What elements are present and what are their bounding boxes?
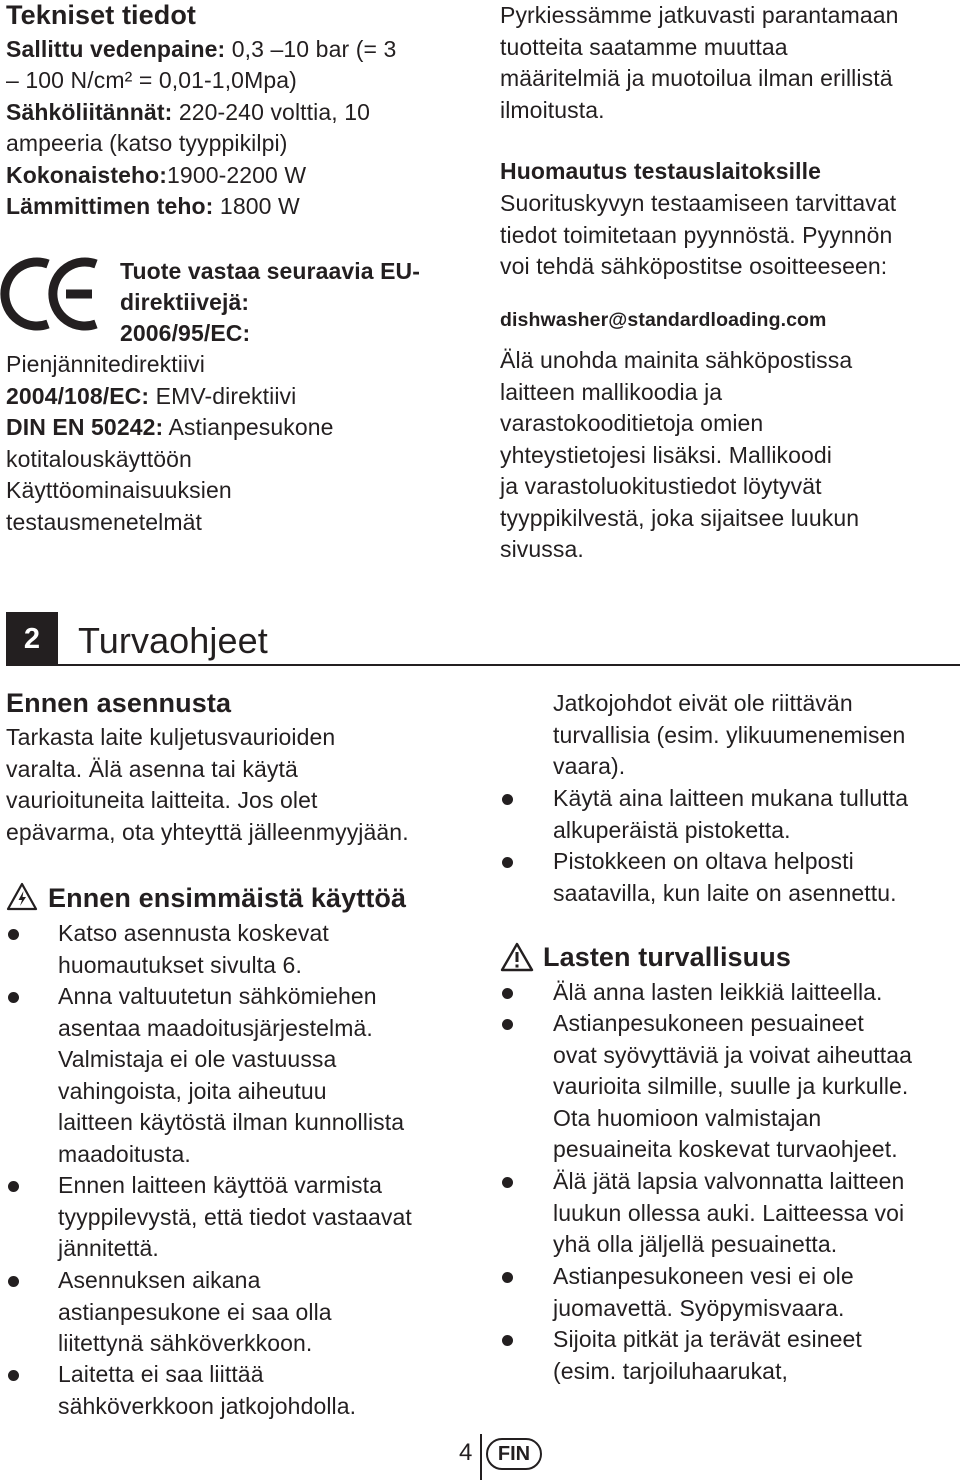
heater-line (6, 191, 300, 223)
text-line: (esim. tarjoiluhaarukat, (553, 1357, 789, 1384)
text-line: tuotteita saatamme muuttaa (500, 33, 788, 60)
pressure-line (6, 34, 396, 66)
text-line: saatavilla, kun laite on asennettu. (553, 879, 897, 906)
text-line: vaara). (553, 753, 626, 779)
text-line: astianpesukone ei saa olla (58, 1298, 332, 1325)
footer-divider (480, 1434, 482, 1480)
text-line: liitettynä sähköverkkoon. (58, 1330, 313, 1356)
heater-value: 1800 W (213, 193, 300, 219)
plug-item (553, 846, 897, 909)
first-use-item (58, 1265, 332, 1360)
text-line: yhä olla jäljellä pesuainetta. (553, 1231, 838, 1257)
text-line: Älä anna lasten leikkiä laitteella. (553, 979, 883, 1005)
plug-item (553, 783, 908, 846)
text-line: sivussa. (500, 536, 584, 562)
power-value: 1900-2200 W (167, 162, 307, 188)
text-line: määritelmiä ja muotoilua ilman erillistä (500, 65, 893, 91)
text-line: ilmoitusta. (500, 96, 605, 123)
before-install-title: Ennen asennusta (6, 688, 232, 718)
text-line: vaurioituneita laitteita. Jos olet (6, 787, 318, 813)
electric-value: 220-240 volttia, 10 (172, 99, 370, 125)
electric-label: Sähköliitännät: (6, 99, 173, 125)
bullet-dot (502, 1272, 513, 1283)
text-line: laitteen mallikoodia ja (500, 378, 723, 405)
directive-1-code: 2006/95/EC: (120, 320, 251, 346)
text-line: yhteystietojesi lisäksi. Mallikoodi (500, 441, 833, 468)
child-safety-item (553, 1166, 904, 1261)
bullet-dot (502, 857, 513, 868)
text-line: ovat syövyttäviä ja voivat aiheuttaa (553, 1041, 913, 1068)
text-line: laitteen käytöstä ilman kunnollista (58, 1109, 405, 1135)
bullet-dot (8, 1181, 19, 1192)
first-use-title: Ennen ensimmäistä käyttöä (48, 883, 407, 913)
text-line: tyyppikilvestä, joka sijaitsee luukun (500, 504, 860, 531)
child-safety-item (553, 1008, 912, 1166)
text-line: pesuaineita koskevat turvaohjeet. (553, 1136, 898, 1162)
section-number-box (6, 612, 58, 666)
text-line: Ennen laitteen käyttöä varmista (58, 1172, 382, 1198)
first-use-item (58, 1359, 356, 1422)
text-line: Tarkasta laite kuljetusvaurioiden (6, 724, 336, 750)
text-line: vahingoista, joita aiheutuu (58, 1077, 327, 1104)
bullet-dot (8, 1276, 19, 1287)
text-line: vaurioita silmille, suulle ja kurkulle. (553, 1073, 909, 1099)
heater-label: Lämmittimen teho: (6, 193, 214, 219)
text-line: varalta. Älä asenna tai käytä (6, 755, 298, 782)
extension-cord-text (553, 688, 905, 783)
bullet-dot (502, 1335, 513, 1346)
warning-triangle-icon (500, 942, 534, 972)
text-line: Asennuksen aikana (58, 1267, 261, 1293)
directive-3-line-2: kotitalouskäyttöön (6, 446, 192, 472)
text-line: ja varastoluokitustiedot löytyvät (500, 473, 822, 499)
test-lab-note-title: Huomautus testauslaitoksille (500, 158, 822, 184)
section-number: 2 (23, 623, 41, 655)
text-line: Astianpesukoneen vesi ei ole (553, 1263, 854, 1289)
text-line: Anna valtuutetun sähkömiehen (58, 983, 377, 1009)
text-line: Suorituskyvyn testaamiseen tarvittavat (500, 190, 897, 216)
page-number: 4 (459, 1439, 473, 1466)
text-line: sähköverkkoon jatkojohdolla. (58, 1392, 357, 1419)
text-line: Sijoita pitkät ja terävät esineet (553, 1326, 862, 1352)
child-safety-title: Lasten turvallisuus (543, 942, 791, 972)
text-line: Jatkojohdot eivät ole riittävän (553, 690, 853, 716)
directives-intro-1: Tuote vastaa seuraavia EU- (120, 258, 421, 284)
text-line: varastokooditietoja omien (500, 410, 764, 436)
text-line: huomautukset sivulta 6. (58, 951, 302, 978)
directive-3-line (6, 412, 334, 444)
bullet-dot (8, 1370, 19, 1381)
ce-mark-icon (8, 258, 100, 330)
power-label: Kokonaisteho: (6, 162, 168, 188)
pressure-line-2: – 100 N/cm² = 0,01-1,0Mpa) (6, 67, 297, 93)
power-line (6, 160, 306, 192)
section-rule (58, 664, 960, 666)
directive-3-line-4: testausmenetelmät (6, 509, 203, 535)
directive-3-code: DIN EN 50242: (6, 414, 164, 440)
section-title: Turvaohjeet (78, 620, 268, 661)
text-line: Pyrkiessämme jatkuvasti parantamaan (500, 2, 899, 28)
directive-3-name: Astianpesukone (163, 414, 334, 440)
text-line: epävarma, ota yhteyttä jälleenmyyjään. (6, 818, 409, 845)
remember-notice (500, 345, 859, 566)
directive-2-code: 2004/108/EC: (6, 383, 150, 409)
text-line: tyyppilevystä, että tiedot vastaavat (58, 1203, 412, 1230)
text-line: Valmistaja ei ole vastuussa (58, 1046, 337, 1072)
text-line: turvallisia (esim. ylikuumenemisen (553, 721, 906, 748)
directive-2-name: EMV-direktiivi (149, 383, 297, 409)
first-use-item (58, 918, 329, 981)
directives-intro-2: direktiivejä: (120, 289, 250, 315)
before-install-text (6, 722, 409, 848)
first-use-item (58, 981, 404, 1170)
electric-line (6, 97, 370, 129)
warning-icon (6, 882, 38, 911)
text-line: alkuperäistä pistoketta. (553, 816, 791, 843)
child-safety-item (553, 1261, 854, 1324)
text-line: Astianpesukoneen pesuaineet (553, 1010, 864, 1036)
text-line: luukun ollessa auki. Laitteessa voi (553, 1199, 905, 1226)
bullet-dot (502, 794, 513, 805)
bullet-dot (502, 1019, 513, 1030)
text-line: jännitettä. (58, 1235, 159, 1261)
text-line: Älä jätä lapsia valvonnatta laitteen (553, 1168, 905, 1194)
text-line: juomavettä. Syöpymisvaara. (553, 1294, 845, 1321)
electric-line-2: ampeeria (katso tyyppikilpi) (6, 130, 288, 156)
pressure-value: 0,3 –10 bar (= 3 (225, 36, 397, 62)
text-line: Pistokkeen on oltava helposti (553, 848, 854, 874)
text-line: tiedot toimitetaan pyynnöstä. Pyynnön (500, 221, 893, 248)
child-safety-item (553, 977, 883, 1009)
directive-3-line-3: Käyttöominaisuuksien (6, 477, 232, 503)
language-label: FIN (497, 1443, 531, 1465)
text-line: maadoitusta. (58, 1140, 191, 1167)
improvement-notice (500, 0, 899, 126)
text-line: Katso asennusta koskevat (58, 920, 329, 946)
text-line: Käytä aina laitteen mukana tullutta (553, 785, 909, 811)
bullet-dot (8, 992, 19, 1003)
text-line: Älä unohda mainita sähköpostissa (500, 347, 853, 373)
text-line: asentaa maadoitusjärjestelmä. (58, 1014, 373, 1041)
text-line: Laitetta ei saa liittää (58, 1361, 264, 1387)
first-use-item (58, 1170, 412, 1265)
test-lab-note-text (500, 188, 896, 283)
tech-title: Tekniset tiedot (6, 0, 197, 30)
language-badge (486, 1438, 542, 1470)
bullet-dot (502, 988, 513, 999)
contact-email[interactable]: dishwasher@standardloading.com (500, 309, 827, 331)
directive-1-name: Pienjännitedirektiivi (6, 351, 205, 377)
text-line: voi tehdä sähköpostitse osoitteeseen: (500, 253, 888, 279)
pressure-label: Sallittu vedenpaine: (6, 36, 226, 62)
child-safety-item (553, 1324, 862, 1387)
text-line: Ota huomioon valmistajan (553, 1104, 822, 1131)
bullet-dot (502, 1177, 513, 1188)
bullet-dot (8, 929, 19, 940)
directive-2-line (6, 381, 296, 413)
